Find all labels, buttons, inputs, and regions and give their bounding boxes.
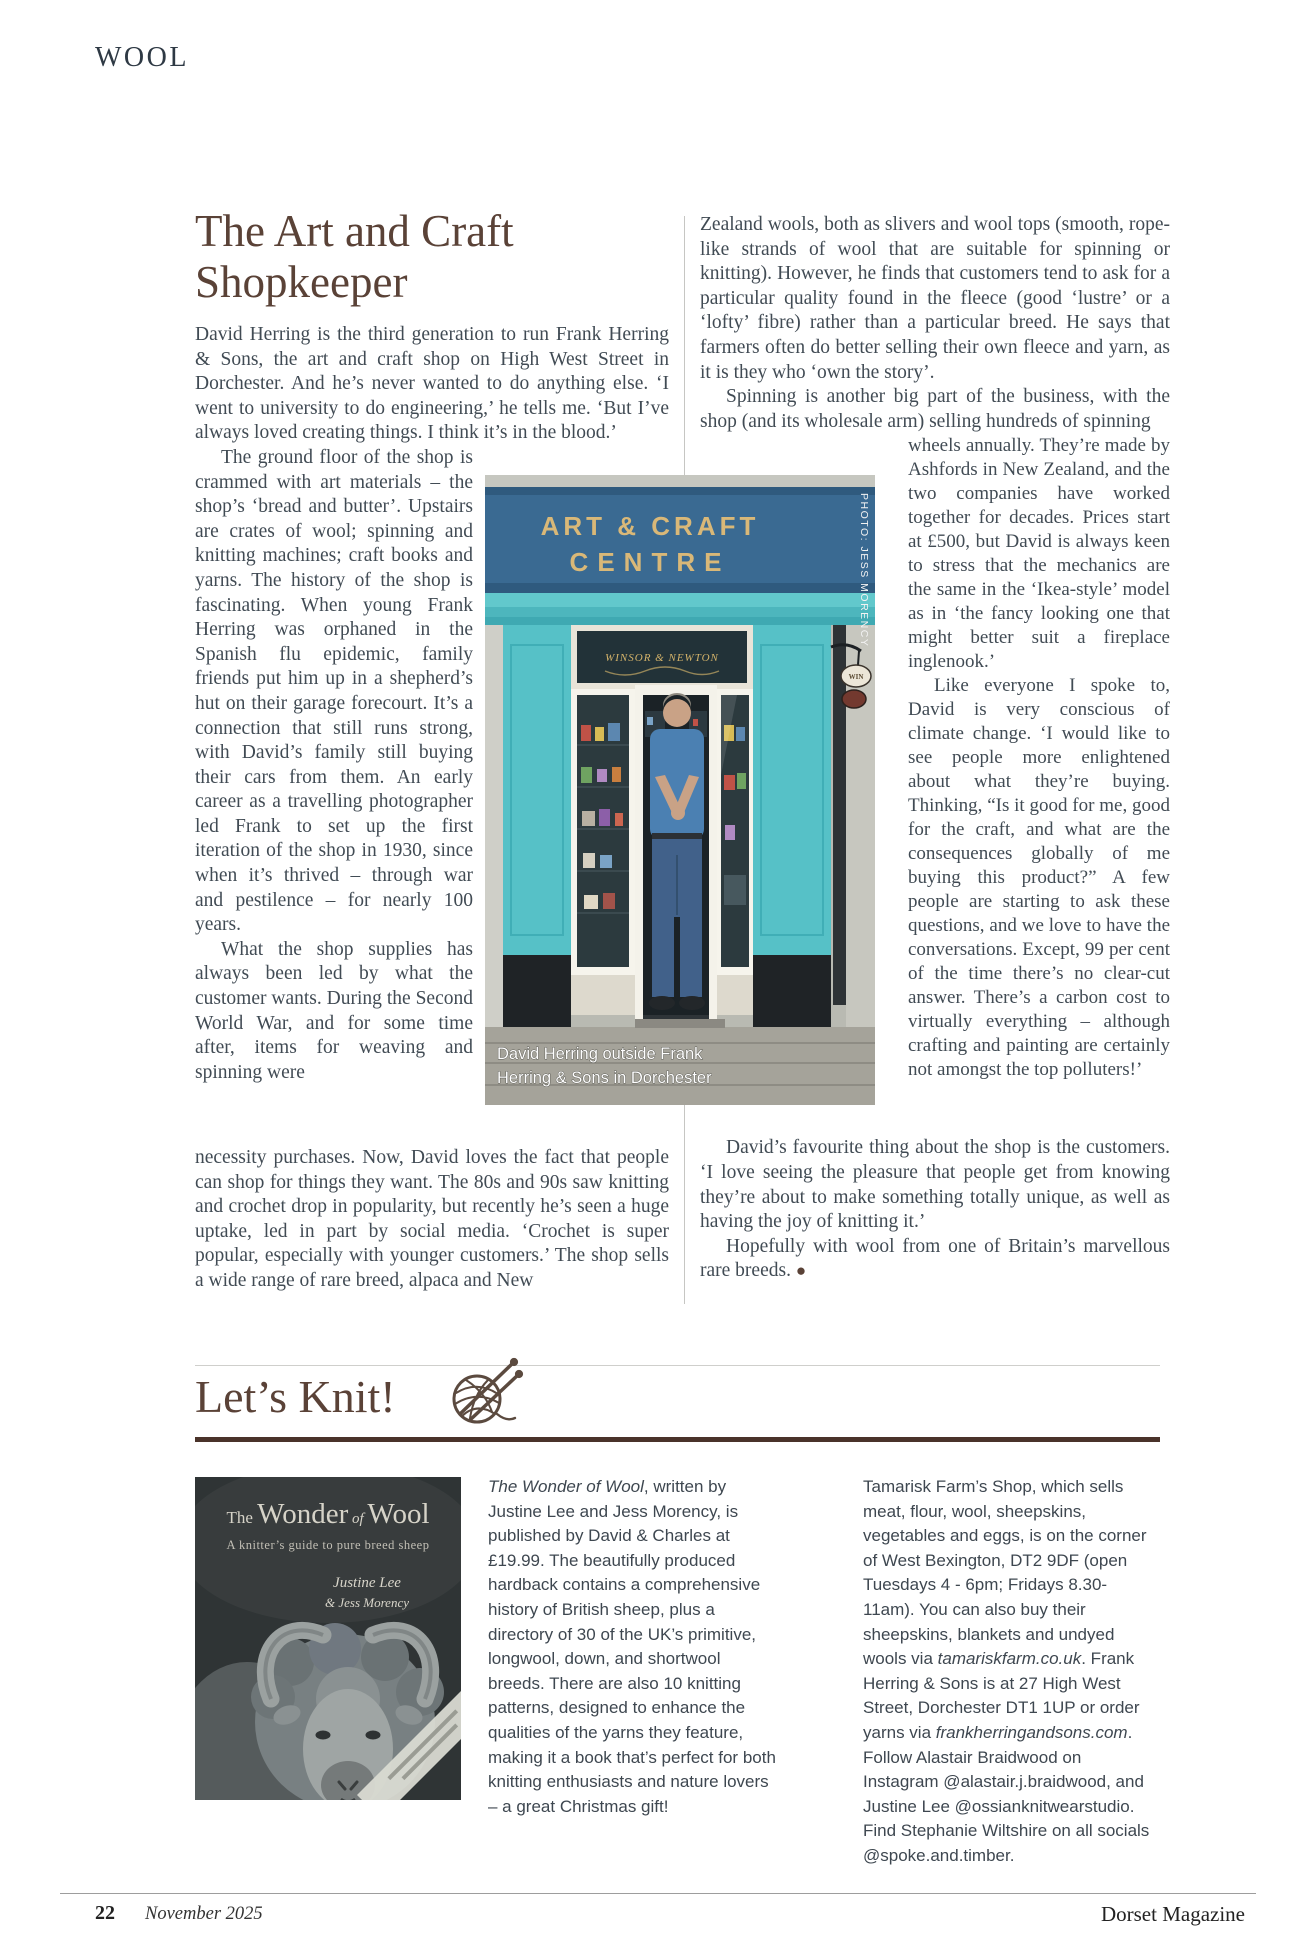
footer-rule [60,1893,1256,1894]
shop-fascia [485,487,875,593]
footer-left [95,1902,263,1925]
photo-caption-line2: Herring & Sons in Dorchester [497,1069,712,1087]
article-right-narrow [908,434,1170,1136]
lets-knit-top-rule [195,1365,1160,1366]
book-cover [195,1477,461,1800]
shops-text-seg1: Tamarisk Farm’s Shop, which sells meat, flour, wool, sheepskins, vegetables and eggs, is on the corner of West Bexington, DT2 9DF (open Tuesdays 4 - 6pm; Fridays 8.30-11am). You can also buy their sheepskins, blankets and undyed wools via [863,1477,1147,1669]
book-description-text: , written by Justine Lee and Jess Morency, is published by David & Charles at £19.99. The beautifully produced hardback contains a comprehensive history of British sheep, plus a directory of 30 of the UK’s primitive, longwool, down, and shortwool breeds. There are also 10 knitting patterns, designed to enhance the qualities of the yarns they feature, making it a book that’s perfect for both knitting enthusiasts and nature lovers – a great Christmas gift! [488,1477,776,1816]
shopfront-photo [485,475,875,1105]
left-display-window [571,689,635,975]
article-title [195,206,669,308]
shop-sign-line1: ART & CRAFT [540,511,760,541]
paragraph: Zealand wools, both as slivers and wool tops (smooth, rope-like strands of wool that are suitable for spinning or knitting). However, he finds that customers tend to ask for a particular quality found in the fleece (good ‘lustre’ or a ‘lofty’ fibre) rather than a particular breed. He says that farmers often do better selling their own fleece and yarn, as it is they who ‘own the story’. [700,214,1170,383]
yarn-ball-icon [440,1350,524,1434]
photo-credit: PHOTO: JESS MORENCY [858,493,870,648]
paragraph: Like everyone I spoke to, David is very conscious of climate change. ‘I would like to see people more enlightened about what they’re buying. Thinking, “Is it good for me, good for the craft, and what are the consequences globally of me buying this product?” A few people are starting to ask these questions, and we love to have the conversations. Except, 99 per cent of the time there’s no clear-cut answer. There’s a carbon cost to virtually everything – although crafting and painting are certainly not amongst the top polluters!’ [908,675,1170,1081]
book-author2: & Jess Morency [325,1595,409,1610]
article-title-line1: The Art and Craft [195,206,514,256]
right-display-window [717,689,753,975]
section-label: WOOL [95,42,189,73]
website-link-frankherring: frankherringandsons.com [935,1722,1128,1742]
book-title-italic: The Wonder of Wool [488,1477,644,1496]
paragraph: The ground floor of the shop is crammed with art materials – the shop’s ‘bread and butter’. Upstairs are crates of wool; spinning and knitting machines; craft books and yarns. The history of the shop is fascinating. When young Frank Herring was orphaned in the Spanish flu epidemic, family friends put him up in a shepherd’s hut on their garage forecourt. It’s a connection that still runs strong, with David’s family still buying their cars from them. An early career as a travelling photographer led Frank to set up the first iteration of the shop in 1930, since when it’s thrived – through war and pestilence – for nearly 100 years. [195,446,473,936]
paragraph: What the shop supplies has always been led by what the customer wants. During the Second World War, and for some time after, items for weaving and spinning were [195,938,473,1083]
transom-window [571,625,753,689]
paragraph: David’s favourite thing about the shop is the customers. ‘I love seeing the pleasure that people get from knowing they’re about to make something totally unique, as well as having the joy of knitting it.’ [700,1137,1170,1233]
issue-date: November 2025 [145,1904,263,1924]
paragraph-text: Hopefully with wool from one of Britain’s marvellous rare breeds. [700,1235,1170,1282]
shops-text-seg3: . Follow Alastair Braidwood on Instagram @alastair.j.braidwood, and Justine Lee @ossianknitwearstudio. Find Stephanie Wiltshire on all socials @spoke.and.timber. [863,1722,1150,1865]
book-title: The Wonder of Wool [226,1498,430,1530]
paragraph: Spinning is another big part of the business, with the shop (and its wholesale arm) selling hundreds of spinning [700,386,1170,432]
article-intro: David Herring is the third generation to run Frank Herring & Sons, the art and craft shop on High West Street in Dorchester. And he’s never wanted to do anything else. ‘I went to university to do engineering,’ he tells me. ‘But I’ve always loved creating things. I think it’s in the blood.’ [195,324,669,444]
lets-knit-thick-rule [195,1437,1160,1442]
paragraph [700,1235,1170,1284]
shops-column [863,1475,1155,1869]
book-subtitle: A knitter’s guide to pure breed sheep [226,1538,430,1552]
book-description [488,1475,776,1819]
shops-text-seg2: . Frank Herring & Sons is at 27 High West Street, Dorchester DT1 1UP or order yarns via [863,1649,1140,1742]
shop-sign-line2: CENTRE [569,547,731,577]
book-description-column [488,1475,776,1819]
paragraph: necessity purchases. Now, David loves the fact that people can shop for things they want. The 80s and 90s saw knitting and crochet drop in popularity, but recently he’s seen a huge uptake, led in part by social media. ‘Crochet is super popular, especially with younger customers.’ The shop sells a wide range of rare breed, alpaca and New [195,1146,669,1291]
hanging-sign-text: WIN [848,673,864,681]
article-title-line2: Shopkeeper [195,257,408,307]
lets-knit-heading: Let’s Knit! [195,1371,396,1422]
article-left-narrow [195,446,473,1146]
website-link-tamarisk: tamariskfarm.co.uk [937,1649,1082,1669]
magazine-name: Dorset Magazine [1100,1902,1245,1926]
window-sign-text: WINSOR & NEWTON [605,652,719,664]
end-of-article-bullet: ● [795,1261,807,1281]
paragraph: wheels annually. They’re made by Ashfords in New Zealand, and the two companies have worked together for decades. Prices start at £500, but David is always keen to stress that the mechanics are the same in the ‘Ikea-style’ model as in ‘the fancy looking one that might better suit a fireplace inglenook.’ [908,435,1170,673]
photo-caption-line1: David Herring outside Frank [497,1045,703,1063]
shops-text [863,1475,1155,1869]
page-number: 22 [95,1902,115,1924]
book-author1: Justine Lee [333,1575,401,1591]
